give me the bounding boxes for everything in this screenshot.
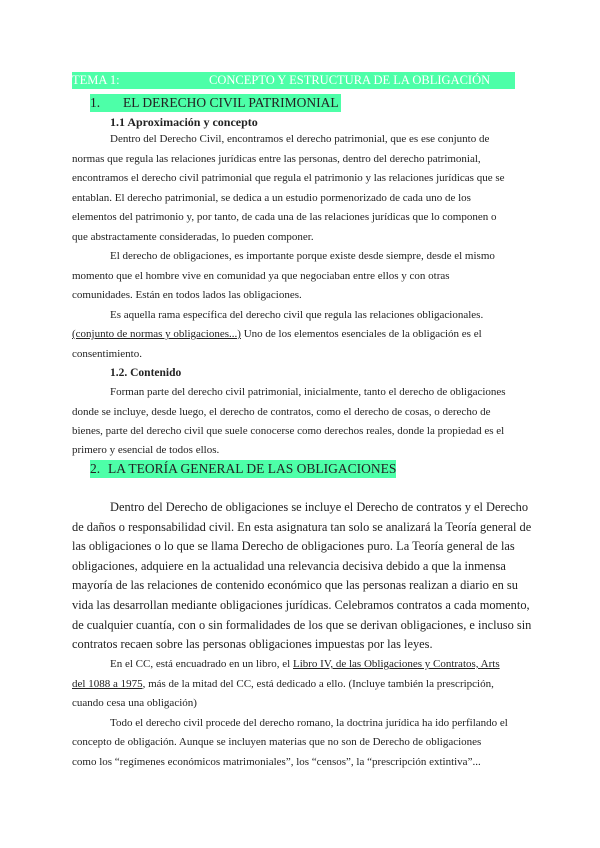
text-line: obligaciones, adquiere en la actualidad una relevancia decisiva debido a que la inmensa — [72, 558, 506, 573]
underlined-text: del 1088 a 1975 — [72, 677, 143, 690]
text-line: bienes, parte del derecho civil que suele conocerse como derechos reales, donde la propiedad es el — [72, 425, 505, 437]
section-number: 2. — [90, 461, 101, 476]
subheading-1-2: 1.2. Contenido — [110, 367, 182, 379]
text-line: vida las desarrollan mediante obligaciones jurídicas. Celebramos contratos a cada momento, — [72, 598, 530, 612]
text-line: de cualquier cuantía, con o sin formalidades de los que se derivan obligaciones, e incluso sin — [72, 617, 532, 632]
text-line: como los “regímenes económicos matrimoniales”, los “censos”, la “prescripción extintiva”... — [72, 755, 481, 768]
underlined-text: Libro IV, de las Obligaciones y Contratos, Arts — [292, 658, 500, 670]
subheading-1-1: 1.1 Aproximación y concepto — [110, 115, 258, 129]
text-line: Dentro del Derecho Civil, encontramos el derecho patrimonial, que es ese conjunto de — [110, 133, 490, 145]
text-line: momento que el hombre vive en comunidad ya que negociaban entre ellos y con otras — [72, 269, 450, 282]
text-line: donde se incluye, desde luego, el derecho de contratos, como el derecho de cosas, o derecho de — [72, 405, 491, 418]
section-1-heading — [90, 94, 341, 112]
underlined-text: (conjunto de normas y obligaciones...) — [72, 328, 241, 340]
text-line: concepto de obligación. Aunque se incluyen materias que no son de Derecho de obligaciones — [72, 736, 482, 748]
text-line: encontramos el derecho civil patrimonial que regula el patrimonio y las relaciones jurídicas que se — [72, 172, 505, 184]
text-line: elementos del patrimonio y, por tanto, de cada una de las relaciones jurídicas que lo componen o — [72, 211, 497, 223]
text-line: Dentro del Derecho de obligaciones se incluye el Derecho de contratos y el Derecho — [110, 500, 529, 514]
text-segment: En el CC, está encuadrado en un libro, el — [110, 658, 293, 670]
text-line: mayoría de las relaciones de contenido económico que las personas realizan a diario en su — [72, 578, 518, 593]
text-line: El derecho de obligaciones, es importante porque existe desde siempre, desde el mismo — [110, 250, 495, 262]
text-line: entablan. El derecho patrimonial, se dedica a un estudio pormenorizado de cada uno de los — [72, 191, 471, 204]
text-line: de daños o responsabilidad civil. En esta asignatura tan solo se analizará la Teoría general de — [72, 519, 532, 534]
text-line — [72, 328, 482, 341]
heading-text: EL DERECHO CIVIL PATRIMONIAL — [123, 95, 339, 110]
text-line — [110, 658, 500, 671]
text-line: comunidades. Están en todos lados las obligaciones. — [72, 289, 302, 301]
section-2-heading — [90, 460, 396, 478]
text-segment: , más de la mitad del CC, está dedicado a ello. (Incluye también la prescripción, — [142, 677, 494, 690]
text-line: contratos recaen sobre las personas obligaciones impuestas por las leyes. — [72, 637, 433, 652]
title-text: CONCEPTO Y ESTRUCTURA DE LA OBLIGACIÓN — [209, 73, 491, 87]
text-line: consentimiento. — [72, 347, 142, 360]
text-line: Forman parte del derecho civil patrimonial, inicialmente, tanto el derecho de obligaciones — [110, 386, 506, 398]
text-line: Es aquella rama específica del derecho civil que regula las relaciones obligacionales. — [110, 308, 484, 321]
document-title — [72, 72, 515, 89]
text-line: las obligaciones o lo que se llama Derecho de obligaciones puro. La Teoría general de las — [72, 539, 515, 554]
heading-text: LA TEORÍA GENERAL DE LAS OBLIGACIONES — [108, 461, 397, 476]
title-label: TEMA 1: — [72, 73, 120, 87]
text-line: Todo el derecho civil procede del derecho romano, la doctrina jurídica ha ido perfilando el — [110, 716, 508, 729]
text-line: cuando cesa una obligación) — [72, 697, 197, 709]
text-line — [72, 678, 494, 691]
text-line: primero y esencial de todos ellos. — [72, 444, 220, 456]
text-line: normas que regula las relaciones jurídicas entre las personas, dentro del derecho patrimonial, — [72, 152, 481, 165]
section-number: 1. — [90, 95, 101, 110]
text-line: que abstractamente consideradas, lo pueden componer. — [72, 230, 314, 243]
text-segment: Uno de los elementos esenciales de la obligación es el — [240, 328, 482, 340]
